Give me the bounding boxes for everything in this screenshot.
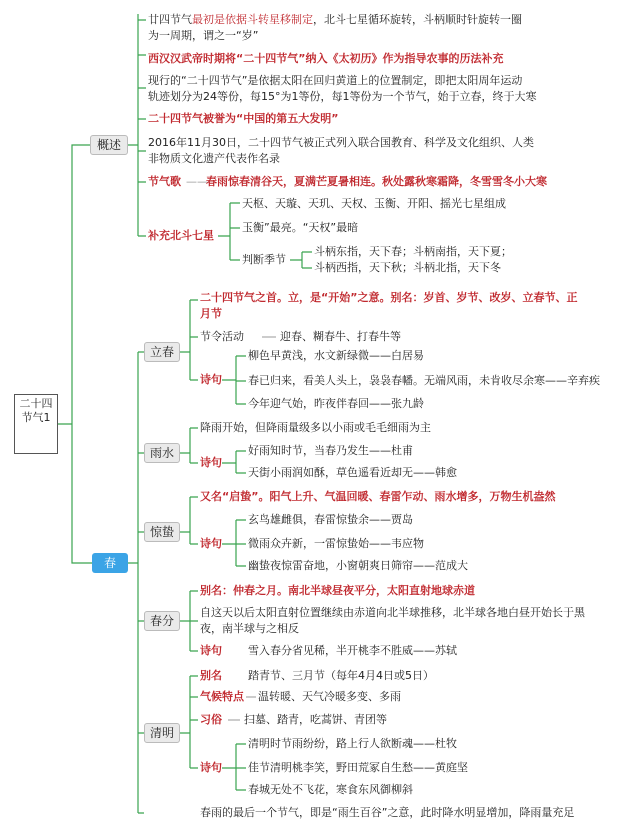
term-lichun-label: 立春 [149,345,174,359]
qingming-poem-3: 春城无处不飞花，寒食东风御柳斜 [248,783,413,796]
term-chunfen[interactable] [144,611,180,631]
beidou-season-2: 斗柄西指，天下秋；斗柄北指，天下冬 [314,261,501,274]
qingming-poem-1: 清明时节雨纷纷，路上行人欲断魂——杜牧 [248,737,457,750]
term-lichun[interactable] [144,342,180,362]
chunfen-head: 别名：仲春之月。南北半球昼夜平分，太阳直射地球赤道 [200,584,475,597]
lichun-activity-label: 节令活动 [200,330,244,343]
qingming-climate: 温转暖、天气冷暖多变、多雨 [258,690,401,703]
beidou-yuheng: 玉衡”最亮。“天权”最暗 [242,221,359,234]
qingming-custom: 扫墓、踏青，吃蒿饼、青团等 [244,713,387,726]
yushui-poem-2: 天街小雨润如酥，草色遥看近却无——韩愈 [248,466,457,479]
beidou-season-label: 判断季节 [242,253,286,266]
song-label: 节气歌 [148,175,181,188]
section-spring[interactable] [92,553,128,573]
chunfen-desc-2: 夜，南半球与之相反 [200,622,299,635]
yushui-poem-1: 好雨知时节，当春乃发生——杜甫 [248,444,413,457]
qingming-alias: 踏青节、三月节（每年4月4日或5日） [248,669,434,682]
term-chunfen-label: 春分 [149,614,174,628]
qingming-poem-2: 佳节清明桃李笑，野田荒冢自生愁——黄庭坚 [248,761,468,774]
qingming-custom-label: 习俗 [200,713,222,726]
yushui-poem-label: 诗句 [200,456,222,469]
overview-line-4: 现行的“二十四节气”是依据太阳在回归黄道上的位置制定，即把太阳周年运动 [148,74,523,87]
song-text: 春雨惊春清谷天，夏满芒夏暑相连。秋处露秋寒霜降，冬雪雪冬小大寒 [206,175,547,188]
term-jingzhe-label: 惊蛰 [149,525,174,539]
section-overview-label: 概述 [96,138,121,152]
term-jingzhe[interactable] [144,522,180,542]
term-yushui-label: 雨水 [149,446,174,460]
chunfen-desc-1: 自这天以后太阳直射位置继续由赤道向北半球推移，北半球各地白昼开始长于黑 [200,606,585,619]
qingming-poem-label: 诗句 [200,761,222,774]
next-term-cutoff-text: 春雨的最后一个节气，即是“雨生百谷”之意，此时降水明显增加，降雨量充足 [200,806,575,819]
lichun-head-1: 二十四节气之首。立，是“开始”之意。别名：岁首、岁节、改岁、立春节、正 [200,291,578,304]
section-overview[interactable] [90,135,128,155]
beidou-label: 补充北斗七星 [148,229,214,242]
overview-line-1: 廿四节气最初是依据斗转星移制定，北斗七星循环旋转，斗柄顺时针旋转一圈 [148,13,522,26]
lichun-poem-2: 春已归来，看美人头上，袅袅春幡。无端风雨，未肯收尽余寒——辛弃疾 [248,374,600,387]
song-dash: —— [186,175,208,188]
overview-line-6: 二十四节气被誉为“中国的第五大发明” [148,112,339,125]
term-qingming-label: 清明 [149,726,174,740]
qingming-climate-label: 气候特点 [200,690,244,703]
chunfen-poem-label: 诗句 [200,644,222,657]
lichun-head-2: 月节 [200,307,222,320]
lichun-poem-label: 诗句 [200,373,222,386]
lichun-poem-3: 今年迎气始，昨夜伴春回——张九龄 [248,397,424,410]
root-node[interactable] [14,394,58,454]
lichun-poem-1: 柳色早黄浅，水文新绿微——白居易 [248,349,424,362]
overview-line-7: 2016年11月30日，二十四节气被正式列入联合国教育、科学及文化组织、人类 [148,136,534,149]
overview-line-2: 为一周期，谓之一“岁” [148,29,259,42]
qingming-alias-label: 别名 [200,669,222,682]
overview-line-8: 非物质文化遗产代表作名录 [148,152,280,165]
jingzhe-poem-2: 微雨众卉新，一雷惊蛰始——韦应物 [248,537,424,550]
lichun-activity: 迎春、糊春牛、打春牛等 [280,330,401,343]
chunfen-poem: 雪入春分省见稀，半开桃李不胜威——苏轼 [248,644,457,657]
jingzhe-poem-label: 诗句 [200,537,222,550]
yushui-head: 降雨开始，但降雨量级多以小雨或毛毛细雨为主 [200,421,431,434]
jingzhe-head: 又名“启蛰”。阳气上升、气温回暖、春雷乍动、雨水增多，万物生机盎然 [200,490,556,503]
root-label: 二十四节气1 [19,397,53,424]
jingzhe-poem-1: 玄鸟雄雌俱，春雷惊蛰余——贾岛 [248,513,413,526]
jingzhe-poem-3: 幽蛰夜惊雷奋地，小窗朝爽日筛帘——范成大 [248,559,468,572]
section-spring-label: 春 [103,556,116,570]
term-yushui[interactable] [144,443,180,463]
beidou-stars: 天枢、天璇、天玑、天权、玉衡、开阳、摇光七星组成 [242,197,506,210]
beidou-season-1: 斗柄东指，天下春；斗柄南指，天下夏； [314,245,512,258]
overview-line-3: 西汉汉武帝时期将“二十四节气”纳入《太初历》作为指导农事的历法补充 [148,52,504,65]
overview-line-5: 轨迹划分为24等份，每15°为1等份，每1等份为一个节气，始于立春，终于大寒 [148,90,537,103]
term-qingming[interactable] [144,723,180,743]
